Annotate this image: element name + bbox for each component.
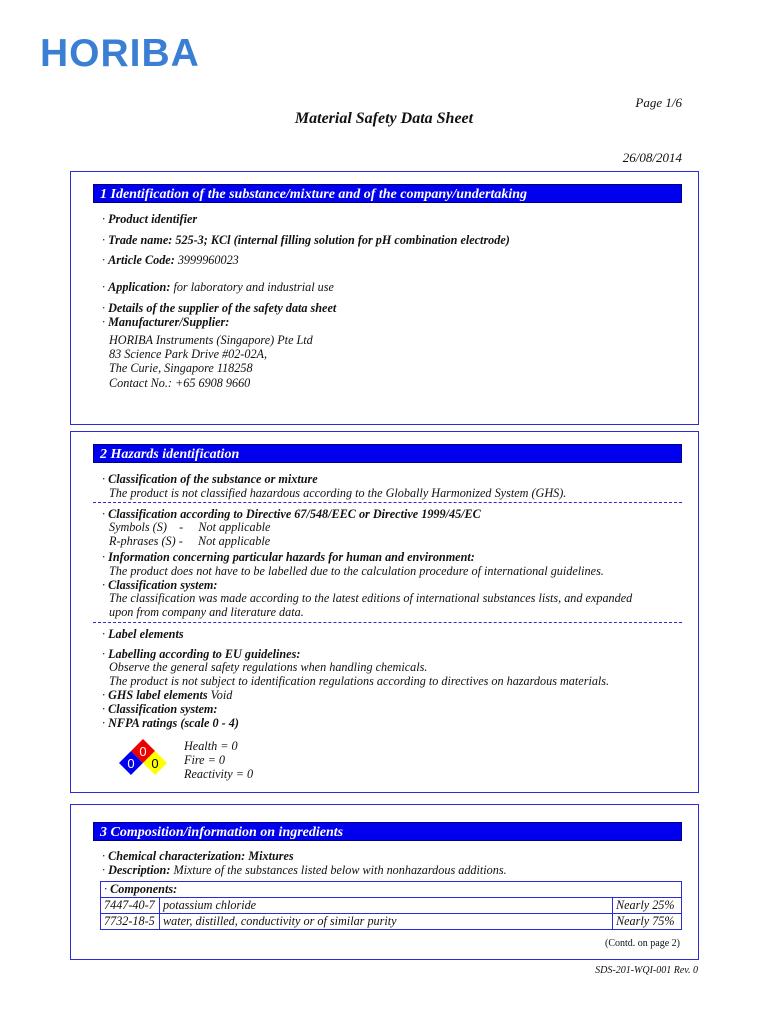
table-row (101, 914, 682, 930)
dashed-divider (93, 622, 682, 623)
ghs-label-elements: · GHS label elements Void (102, 688, 233, 702)
eu-labelling-text-2: The product is not subject to identification regulations according to directives on hazardous materials. (109, 674, 610, 688)
continued-note: (Contd. on page 2) (605, 938, 680, 949)
page-number: Page 1/6 (635, 95, 682, 110)
product-identifier: · Product identifier (102, 212, 198, 226)
revision-code: SDS-201-WQI-001 Rev. 0 (595, 965, 698, 976)
hazards-info-text: The product does not have to be labelled due to the calculation procedure of international guidelines. (109, 564, 604, 578)
component-amount: Nearly 25% (613, 898, 682, 914)
component-name: water, distilled, conductivity or of similar purity (160, 914, 613, 930)
classification-system-text-1: The classification was made according to the latest editions of international substances lists, and expanded (109, 591, 633, 605)
document-title: Material Safety Data Sheet (294, 110, 474, 127)
nfpa-reactivity-value: 0 (151, 756, 159, 771)
contact-number: Contact No.: +65 6908 9660 (109, 376, 251, 390)
trade-name: · Trade name: 525-3; KCl (internal filling solution for pH combination electrode) (102, 233, 510, 247)
table-row (101, 898, 682, 914)
chemical-characterization: · Chemical characterization: Mixtures (102, 849, 294, 863)
component-name: potassium chloride (160, 898, 613, 914)
component-amount: Nearly 75% (613, 914, 682, 930)
eu-labelling-label: · Labelling according to EU guidelines: (102, 647, 301, 661)
symbols-line: Symbols (S) - Not applicable (109, 520, 271, 534)
classification-system-text-2: upon from company and literature data. (109, 605, 304, 619)
supplier-details: · Details of the supplier of the safety data sheet (102, 301, 337, 315)
dashed-divider (93, 502, 682, 503)
hazards-info-label: · Information concerning particular hazards for human and environment: (102, 550, 475, 564)
rphrases-line: R-phrases (S) - Not applicable (109, 534, 271, 548)
nfpa-health-value: 0 (127, 756, 135, 771)
cas-number: 7447-40-7 (101, 898, 160, 914)
manufacturer-label: · Manufacturer/Supplier: (102, 315, 230, 329)
classification-label: · Classification of the substance or mixture (102, 472, 318, 486)
section-3-heading: 3 Composition/information on ingredients (93, 822, 682, 841)
label-elements: · Label elements (102, 627, 184, 641)
address-line-1: HORIBA Instruments (Singapore) Pte Ltd (109, 333, 313, 347)
nfpa-fire: Fire = 0 (184, 753, 225, 767)
eu-labelling-text-1: Observe the general safety regulations when handling chemicals. (109, 660, 428, 674)
components-label: · Components: (101, 882, 682, 898)
cas-number: 7732-18-5 (101, 914, 160, 930)
section-2-heading: 2 Hazards identification (93, 444, 682, 463)
components-header-row (101, 882, 682, 898)
nfpa-health: Health = 0 (184, 739, 238, 753)
section-1-box (70, 171, 699, 425)
horiba-logo: HORIBA (40, 32, 200, 75)
classification-text: The product is not classified hazardous according to the Globally Harmonized System (GHS). (109, 486, 567, 500)
section-2-box (70, 431, 699, 793)
address-line-2: 83 Science Park Drive #02-02A, (109, 347, 268, 361)
classification-system-label: · Classification system: (102, 578, 218, 592)
components-table (100, 881, 682, 930)
article-code: · Article Code: 3999960023 (102, 253, 239, 267)
nfpa-reactivity: Reactivity = 0 (184, 767, 254, 781)
section-1-heading: 1 Identification of the substance/mixture and of the company/undertaking (93, 184, 682, 203)
nfpa-fire-value: 0 (139, 744, 147, 759)
description: · Description: Mixture of the substances listed below with nonhazardous additions. (102, 863, 507, 877)
address-line-3: The Curie, Singapore 118258 (109, 361, 253, 375)
section-3-box (70, 804, 699, 960)
directive-label: · Classification according to Directive 67/548/EEC or Directive 1999/45/EC (102, 507, 481, 521)
classification-system-label-2: · Classification system: (102, 702, 218, 716)
application: · Application: for laboratory and industrial use (102, 280, 334, 294)
nfpa-diamond-icon (107, 735, 179, 785)
document-date: 26/08/2014 (622, 150, 682, 165)
nfpa-ratings-label: · NFPA ratings (scale 0 - 4) (102, 716, 239, 730)
